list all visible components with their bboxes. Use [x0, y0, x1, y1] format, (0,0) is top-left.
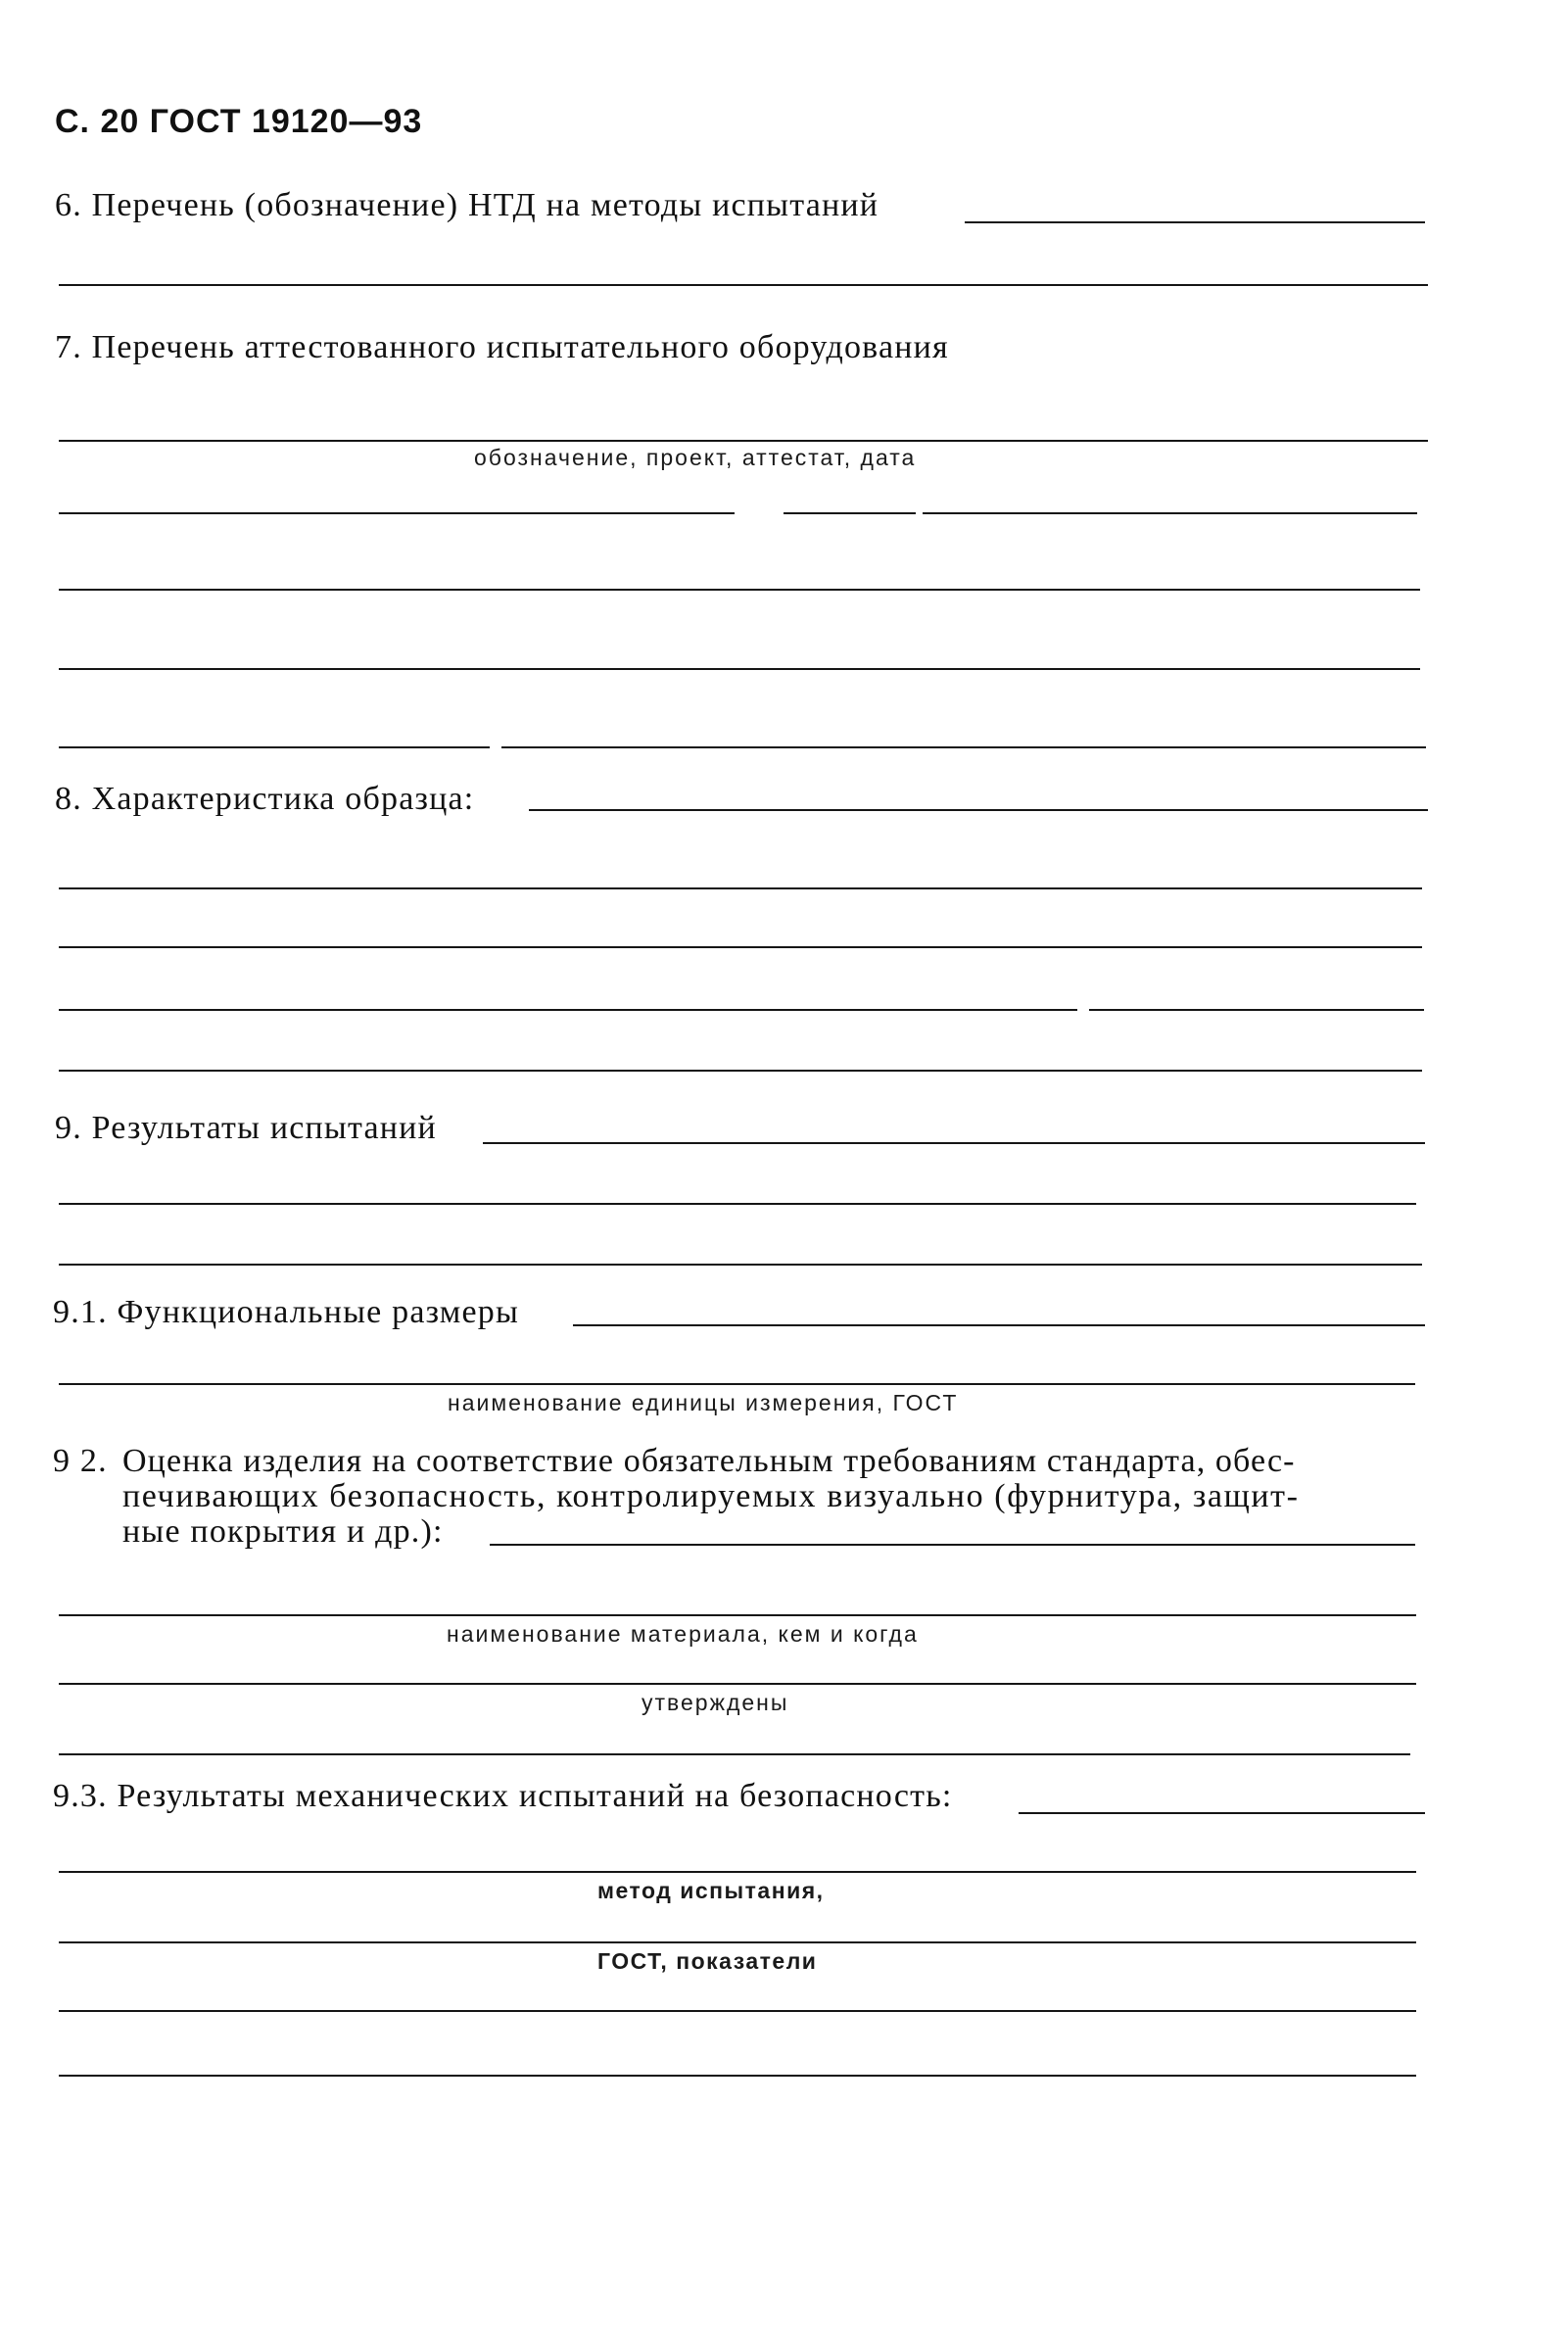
item-8-fill-line-2[interactable] [59, 887, 1422, 889]
item-9-3-caption-2: ГОСТ, показатели [597, 1948, 818, 1974]
item-8-fill-line-3[interactable] [59, 946, 1422, 948]
item-9-2-line-2: печивающих безопасность, контролируемых визуально (фурнитура, защит- [122, 1478, 1300, 1514]
item-7-fill-line-5b[interactable] [501, 746, 1426, 748]
item-9-1-label: 9.1. Функциональные размеры [53, 1294, 520, 1330]
item-9-3-fill-line-2[interactable] [59, 1871, 1416, 1873]
item-9-1-fill-line-2[interactable] [59, 1383, 1415, 1385]
item-9-label: 9. Результаты испытаний [55, 1110, 437, 1146]
item-7-fill-line-2c[interactable] [923, 512, 1417, 514]
item-7-fill-line[interactable] [59, 440, 1428, 442]
item-6-fill-line[interactable] [965, 221, 1425, 223]
item-7-fill-line-2a[interactable] [59, 512, 735, 514]
item-7-fill-line-3[interactable] [59, 589, 1420, 591]
item-8-label: 8. Характеристика образца: [55, 781, 475, 817]
item-9-fill-line[interactable] [483, 1142, 1425, 1144]
item-9-2-fill-line-4[interactable] [59, 1753, 1410, 1755]
item-9-3-fill-line-5[interactable] [59, 2075, 1416, 2077]
item-6-label: 6. Перечень (обозначение) НТД на методы испытаний [55, 187, 879, 223]
item-8-fill-line-5[interactable] [59, 1070, 1422, 1072]
item-7-fill-line-4[interactable] [59, 668, 1420, 670]
item-9-2-caption-1: наименование материала, кем и когда [447, 1621, 919, 1647]
item-7-fill-line-2b[interactable] [784, 512, 916, 514]
item-9-3-fill-line-4[interactable] [59, 2010, 1416, 2012]
item-7-caption: обозначение, проект, аттестат, дата [474, 445, 917, 470]
item-6-fill-line-2[interactable] [59, 284, 1428, 286]
item-7-fill-line-5a[interactable] [59, 746, 490, 748]
item-8-fill-line-4a[interactable] [59, 1009, 1077, 1011]
item-9-1-fill-line[interactable] [573, 1324, 1425, 1326]
item-7-label: 7. Перечень аттестованного испытательного оборудования [55, 329, 949, 365]
item-8-fill-line[interactable] [529, 809, 1428, 811]
item-9-fill-line-2[interactable] [59, 1203, 1416, 1205]
item-9-2-number: 9 2. [53, 1443, 108, 1479]
item-9-2-line-1: Оценка изделия на соответствие обязательным требованиям стандарта, обес- [122, 1443, 1296, 1479]
item-9-2-fill-line[interactable] [490, 1544, 1415, 1546]
item-9-2-fill-line-2[interactable] [59, 1614, 1416, 1616]
item-9-2-line-3: ные покрытия и др.): [122, 1513, 444, 1550]
item-9-1-caption: наименование единицы измерения, ГОСТ [448, 1390, 959, 1415]
item-9-3-label: 9.3. Результаты механических испытаний на безопасность: [53, 1778, 953, 1814]
item-9-2-fill-line-3[interactable] [59, 1683, 1416, 1685]
item-8-fill-line-4b[interactable] [1089, 1009, 1424, 1011]
item-9-2-caption-2: утверждены [641, 1690, 789, 1715]
item-9-fill-line-3[interactable] [59, 1264, 1422, 1266]
item-9-3-caption-1: метод испытания, [597, 1878, 825, 1903]
item-9-3-fill-line-3[interactable] [59, 1941, 1416, 1943]
item-9-3-fill-line[interactable] [1019, 1812, 1425, 1814]
page-header: С. 20 ГОСТ 19120—93 [55, 103, 423, 140]
